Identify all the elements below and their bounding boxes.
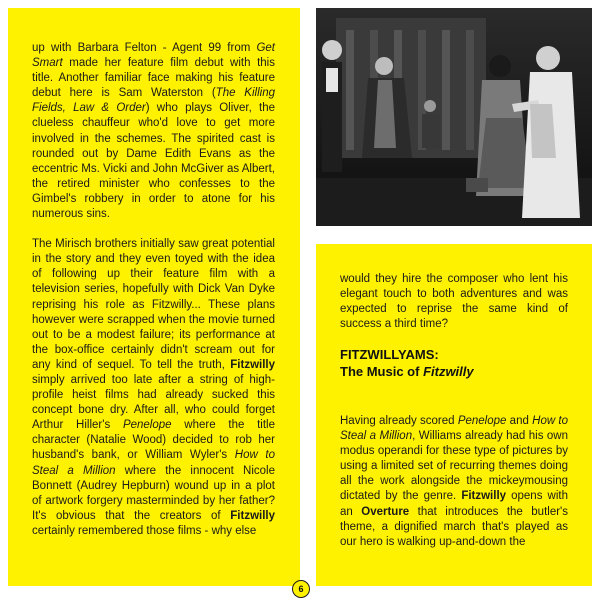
right-column-text xyxy=(340,414,568,550)
left-text-panel xyxy=(8,8,300,586)
right-text-panel xyxy=(316,244,592,586)
section-heading: FITZWILLYAMS: xyxy=(340,347,439,362)
right-column-continuation: would they hire the composer who lent his elegant touch to both adventures and was expected to reprise the same kind of success a third time? xyxy=(340,273,568,331)
paragraph-mirisch: The Mirisch brothers initially saw great potential in the story and they even toyed with the idea of following up their feature film with a television series, hopefully with Dick Van Dyke reprising his role as Fitzwilly... These plans however were scrapped when the movie turned out to be a modest failure; its performance at the box-office certainly didn't scream out for any kind of sequel. To tell the truth, Fitzwilly simply arrived too late after a string of high-profile heist films had already sucked this concept bone dry. After all, who could forget Arthur Hiller's Penelope where the title character (Natalie Wood) decided to rob her husband's bank, or William Wyler's How to Steal a Million where the innocent Nicole Bonnett (Audrey Hepburn) wound up in a plot of artwork forgery masterminded by her father? It's obvious that the creators of Fitzwilly certainly remembered those films - why else xyxy=(32,238,276,537)
section-subheading: The Music of Fitzwilly xyxy=(340,364,474,379)
film-still-photo xyxy=(316,8,592,226)
paragraph-cast: up with Barbara Felton - Agent 99 from Get Smart made her feature film debut with this title. Another familiar face making his feature debut here is Sam Waterston (The Killing Fields, Law & Order) who plays Oliver, the clueless chauffeur who'd love to get more involved in the schemes. The spirited cast is rounded out by Dame Edith Evans as the eccentric Ms. Vicki and John McGiver as Albert, the retired minister who confesses to the Gimbel's robbery in order to atone for his numerous sins. xyxy=(32,42,275,221)
paragraph-music: Having already scored Penelope and How to Steal a Million, Williams already had his own modus operandi for these type of pictures by using a limited set of recurring themes doing all the work alongside the mickeymousing dictated by the genre. Fitzwilly opens with an Overture that introduces the butler's theme, a dignified march that's played as our hero is walking up-and-down the xyxy=(340,415,569,548)
left-column-text xyxy=(32,41,275,539)
film-still-illustration xyxy=(316,8,592,226)
page-number: 6 xyxy=(292,580,310,598)
